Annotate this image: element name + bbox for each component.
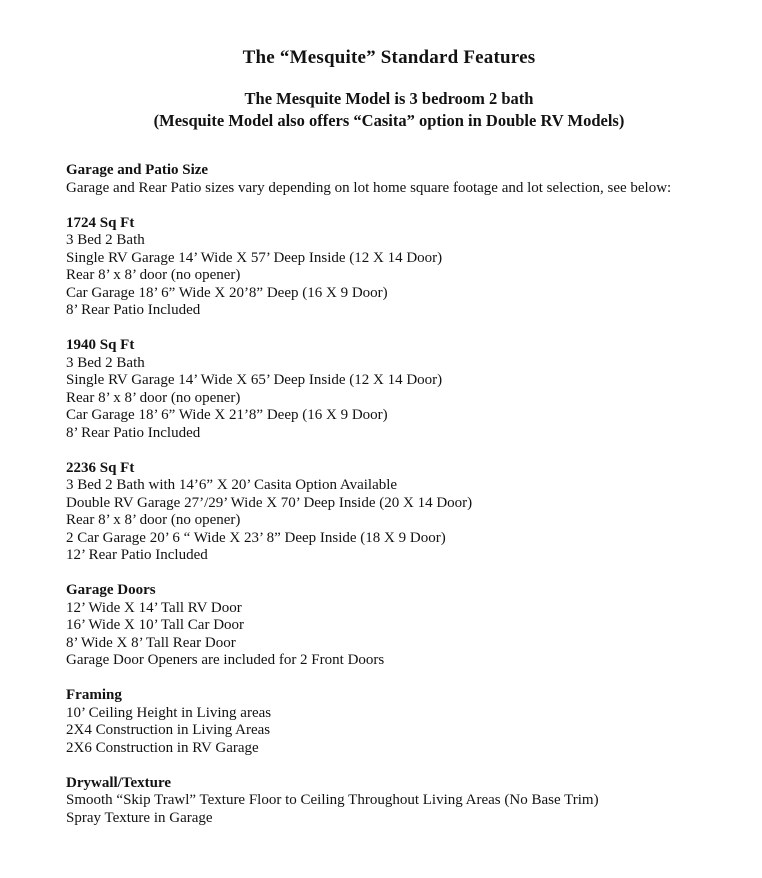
subtitle-line: The Mesquite Model is 3 bedroom 2 bath [244, 89, 534, 108]
section-heading: Drywall/Texture [66, 774, 171, 791]
section-framing [66, 687, 712, 757]
section-drywall-texture [66, 775, 712, 828]
document-body [66, 162, 712, 827]
section-line: Rear 8’ x 8’ door (no opener) [66, 267, 241, 283]
section-line: Smooth “Skip Trawl” Texture Floor to Ceiling Throughout Living Areas (No Base Trim) [66, 792, 599, 808]
section-line: 12’ Wide X 14’ Tall RV Door [66, 599, 242, 616]
section-line: 2X6 Construction in RV Garage [66, 739, 259, 756]
section-garage-and-patio-size [66, 162, 712, 197]
section-line: Spray Texture in Garage [66, 809, 213, 826]
section-1940-sq-ft [66, 337, 712, 442]
section-line: 8’ Rear Patio Included [66, 302, 201, 318]
section-heading: Framing [66, 687, 122, 703]
section-line: 10’ Ceiling Height in Living areas [66, 704, 272, 721]
section-line: Rear 8’ x 8’ door (no opener) [66, 512, 241, 528]
section-line: 2X4 Construction in Living Areas [66, 722, 271, 738]
section-line: Single RV Garage 14’ Wide X 57’ Deep Inside (12 X 14 Door) [66, 249, 443, 266]
section-line: Single RV Garage 14’ Wide X 65’ Deep Inside (12 X 14 Door) [66, 372, 443, 388]
section-line: Car Garage 18’ 6” Wide X 20’8” Deep (16 X 9 Door) [66, 284, 388, 301]
section-line: 12’ Rear Patio Included [66, 547, 208, 563]
section-line: 8’ Wide X 8’ Tall Rear Door [66, 634, 236, 651]
document-title: The “Mesquite” Standard Features [242, 47, 536, 68]
section-line: 2 Car Garage 20’ 6 “ Wide X 23’ 8” Deep Inside (18 X 9 Door) [66, 529, 446, 546]
section-heading: 2236 Sq Ft [66, 459, 135, 476]
section-line: 3 Bed 2 Bath [66, 354, 145, 371]
section-heading: 1724 Sq Ft [66, 214, 135, 231]
section-2236-sq-ft [66, 460, 712, 565]
section-heading: Garage Doors [66, 582, 156, 598]
document-subtitle [66, 88, 712, 132]
section-garage-doors [66, 582, 712, 670]
section-line: 8’ Rear Patio Included [66, 424, 201, 441]
subtitle-line: (Mesquite Model also offers “Casita” option in Double RV Models) [153, 111, 625, 130]
section-heading: 1940 Sq Ft [66, 337, 135, 353]
section-line: 3 Bed 2 Bath [66, 232, 145, 248]
section-line: Rear 8’ x 8’ door (no opener) [66, 389, 241, 406]
section-line: Garage and Rear Patio sizes vary depending on lot home square footage and lot selection, see below: [66, 179, 672, 196]
section-line: 3 Bed 2 Bath with 14’6” X 20’ Casita Option Available [66, 477, 398, 493]
section-line: Double RV Garage 27’/29’ Wide X 70’ Deep Inside (20 X 14 Door) [66, 494, 473, 511]
section-line: 16’ Wide X 10’ Tall Car Door [66, 617, 245, 633]
section-line: Garage Door Openers are included for 2 Front Doors [66, 652, 385, 668]
section-heading: Garage and Patio Size [66, 162, 209, 178]
section-line: Car Garage 18’ 6” Wide X 21’8” Deep (16 X 9 Door) [66, 407, 388, 423]
section-1724-sq-ft [66, 215, 712, 320]
